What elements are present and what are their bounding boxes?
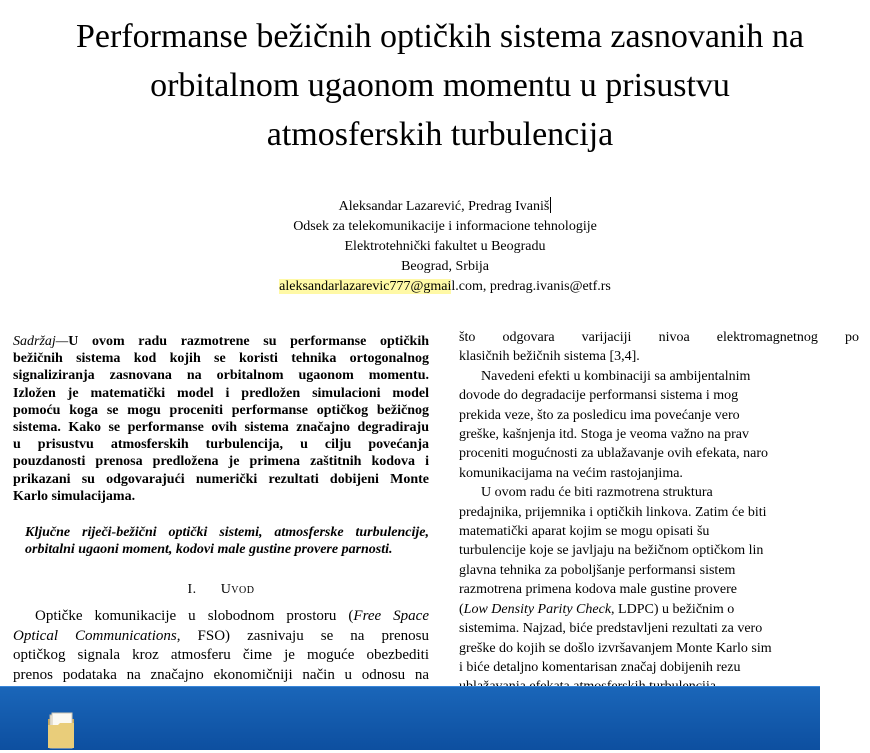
author-dept: Odsek za telekomunikacije i informacione tehnologije <box>293 219 597 234</box>
abstract-line: bežičnih sistema kod kojih se koristi tehnika ortogonalnog <box>13 351 429 367</box>
keywords <box>13 524 429 558</box>
body-line: sistemima. Najzad, biće predstavljeni rezultati za vero <box>459 621 763 637</box>
taskbar <box>0 686 820 750</box>
body-line: predajnika, prijemnika i optičkih linkova. Zatim će biti <box>459 504 767 520</box>
email-rest[interactable]: l.com, predrag.ivanis@etf.rs <box>451 279 611 294</box>
left-column <box>13 333 429 558</box>
body-line-ldpc <box>459 600 859 619</box>
body-line: proceniti mogućnosti za ublažavanje ovih efekata, naro <box>459 446 769 462</box>
body-line: što odgovara varijaciji nivoa elektromagnetnog po <box>459 330 859 345</box>
body-line: matematički aparat kojim se mogu opisati šu <box>459 524 710 540</box>
title-line-1: Performanse bežičnih optičkih sistema zasnovanih na <box>76 18 804 55</box>
abstract-line: pouzdanosti prenosa predložena je primena zaštitnih kodova i <box>13 454 429 470</box>
author-city: Beograd, Srbija <box>401 259 489 274</box>
intro-italic: Optical Communications <box>13 627 177 644</box>
intro-line-4: prenos podataka na značajno ekonomičniji način u odnosu na <box>13 666 429 683</box>
title-line-3: atmosferskih turbulencija <box>266 116 614 153</box>
abstract-line: pomoću koga se mogu proceniti performanse optičkog bežičnog <box>13 402 429 418</box>
author-emails <box>200 277 690 297</box>
body-line: klasičnih bežičnih sistema [3,4]. <box>459 349 640 365</box>
author-block <box>200 197 690 297</box>
body-line: greške, kašnjenja itd. Stoga je veoma važno na prav <box>459 427 750 443</box>
text-caret <box>550 197 551 213</box>
body-line: komunikacijama na većim rastojanjima. <box>459 465 683 481</box>
intro-line-3: optičkog signala kroz atmosferu čime je moguće obezbediti <box>13 647 429 664</box>
body-line: razmotrena primena kodova male gustine provere <box>459 582 737 598</box>
body-line: turbulencije koje se javljaju na bežičnom optičkom lin <box>459 543 764 559</box>
title-line-2: orbitalnom ugaonom momentu u prisustvu <box>150 67 730 104</box>
section-title: Uvod <box>220 582 255 597</box>
section-number: I. <box>187 582 197 597</box>
abstract <box>13 333 429 505</box>
keywords-line-2: orbitalni ugaoni moment, kodovi male gustine provere parnosti. <box>25 542 393 558</box>
intro-italic: Free Space <box>353 608 430 624</box>
paper-title <box>10 12 870 159</box>
body-line: i biće detaljno komentarisan značaj dobijenih rezu <box>459 659 741 675</box>
body-line: glavna tehnika za poboljšanje performansi sistem <box>459 562 736 578</box>
abstract-line <box>13 333 429 350</box>
abstract-line: u prisustvu atmosferskih turbulencija, u cilju povećanja <box>13 437 429 453</box>
intro-paragraph <box>13 607 429 685</box>
abstract-lead: Sadržaj— <box>13 334 69 349</box>
intro-line-1 <box>13 607 429 627</box>
body-line: Navedeni efekti u kombinaciji sa ambijentalnim <box>481 368 751 384</box>
intro-line-2 <box>13 627 429 647</box>
abstract-line: prikazani su odgovarajući numerički rezultati dobijeni Monte <box>13 471 429 487</box>
email-highlighted[interactable]: aleksandarlazarevic777@gmai <box>279 279 452 294</box>
abstract-line: Izložen je matematički model i predložen simulacioni model <box>13 385 429 401</box>
keywords-line-1: Ključne riječi-bežični optički sistemi, atmosferske turbulencije, <box>25 525 429 541</box>
author-names-text: Aleksandar Lazarević, Predrag Ivaniš <box>338 199 550 214</box>
right-column <box>459 328 859 697</box>
body-line: U ovom radu će biti razmotrena struktura <box>481 485 713 501</box>
body-line: dovode do degradacije performansi sistema i mog <box>459 388 739 404</box>
body-text: , LDPC) u bežičnim o <box>611 601 735 617</box>
intro-text: Optičke komunikacije u slobodnom prostoru ( <box>35 608 354 624</box>
intro-text: , FSO) zasnivaju se na prenosu <box>176 627 429 644</box>
section-heading <box>13 582 429 598</box>
abstract-line: signaliziranja zasnovana na orbitalnom ugaonom momentu. <box>13 368 429 384</box>
body-line: greške do kojih se došlo izvršavanjem Monte Karlo sim <box>459 640 772 656</box>
author-names <box>200 197 690 217</box>
author-faculty: Elektrotehnički fakultet u Beogradu <box>344 239 546 254</box>
body-line: prekida veze, što za posledicu ima povećanje vero <box>459 407 740 423</box>
body-italic: Low Density Parity Check <box>463 601 612 617</box>
abstract-line-text: U ovom radu razmotrene su performanse optičkih <box>68 334 429 349</box>
abstract-line: Karlo simulacijama. <box>13 488 136 504</box>
body-text: ( <box>459 601 464 617</box>
abstract-line: sistema. Kako se performanse ovih sistema značajno degradiraju <box>13 420 429 436</box>
folder-icon[interactable] <box>46 711 76 748</box>
